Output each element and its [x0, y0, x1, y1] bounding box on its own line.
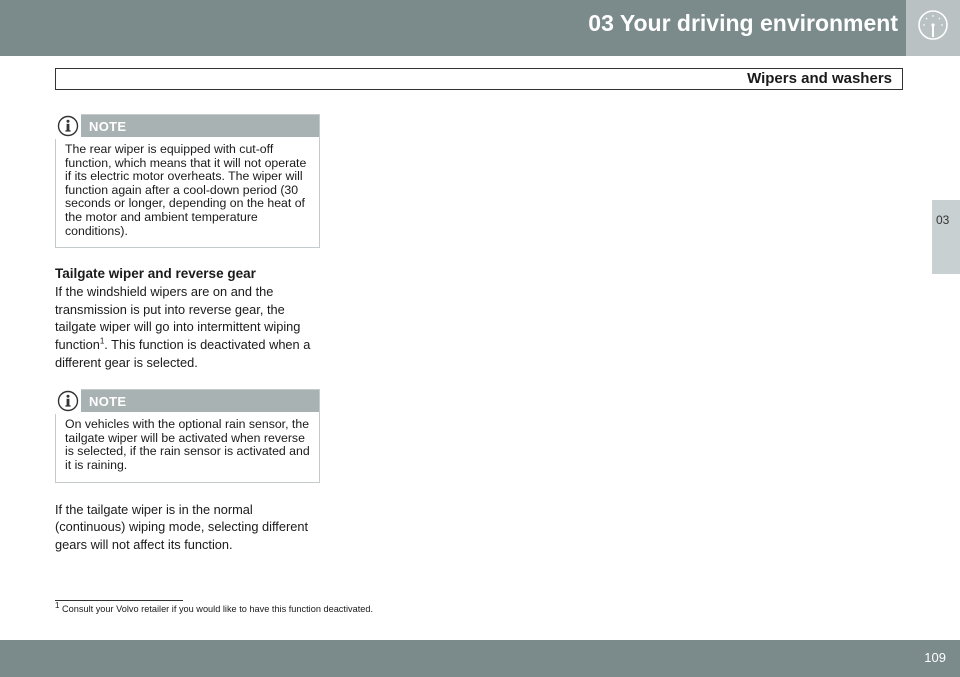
chapter-tab-label: 03 — [936, 213, 950, 227]
section-header — [55, 68, 903, 90]
gauge-icon — [917, 9, 949, 43]
note-text: On vehicles with the optional rain sensor, the tailgate wiper will be activated when reverse is selected, if the rain sensor is activated and it is raining. — [65, 417, 310, 472]
chapter-title: 03 Your driving environment — [588, 10, 898, 36]
note-label: NOTE — [89, 119, 127, 134]
note-label: NOTE — [89, 394, 127, 410]
header-band — [0, 0, 960, 56]
note-header — [56, 115, 319, 137]
footnote-marker[interactable]: 1 — [99, 336, 105, 346]
closing-paragraph: If the tailgate wiper is in the normal (continuous) wiping mode, selecting different gears will not affect its function. — [55, 501, 309, 552]
gauge-icon-box — [906, 0, 960, 56]
paragraph-text-2: . This function is deactivated when a different gear is selected. — [55, 336, 311, 370]
reverse-gear-paragraph — [55, 283, 320, 371]
section-heading: Tailgate wiper and reverse gear — [55, 266, 256, 282]
chapter-tab[interactable] — [932, 200, 960, 274]
main-content — [55, 114, 320, 571]
footnote-number: 1 — [55, 600, 60, 610]
note-header — [56, 390, 319, 412]
note-text: The rear wiper is equipped with cut-off function, which means that it will not operate if its electric motor overheats. The wiper will function again after a cool-down period (30 seconds or longer, depending on the heat of the motor and ambient temperature conditions). — [65, 142, 307, 238]
paragraph-text-1: If the windshield wipers are on and the transmission is put into reverse gear, the tailgate wiper will go into intermittent wiping function — [55, 284, 301, 352]
page-number: 109 — [924, 650, 946, 665]
footer-band — [0, 640, 960, 677]
note-box-rain-sensor — [55, 389, 320, 482]
footnote — [55, 600, 374, 614]
footnote-text: Consult your Volvo retailer if you would like to have this function deactivated. — [59, 604, 374, 614]
note-box-cutoff — [55, 114, 320, 248]
info-icon — [55, 113, 81, 139]
info-icon — [55, 388, 81, 414]
footnote-divider — [55, 600, 183, 601]
section-title: Wipers and washers — [747, 70, 892, 87]
